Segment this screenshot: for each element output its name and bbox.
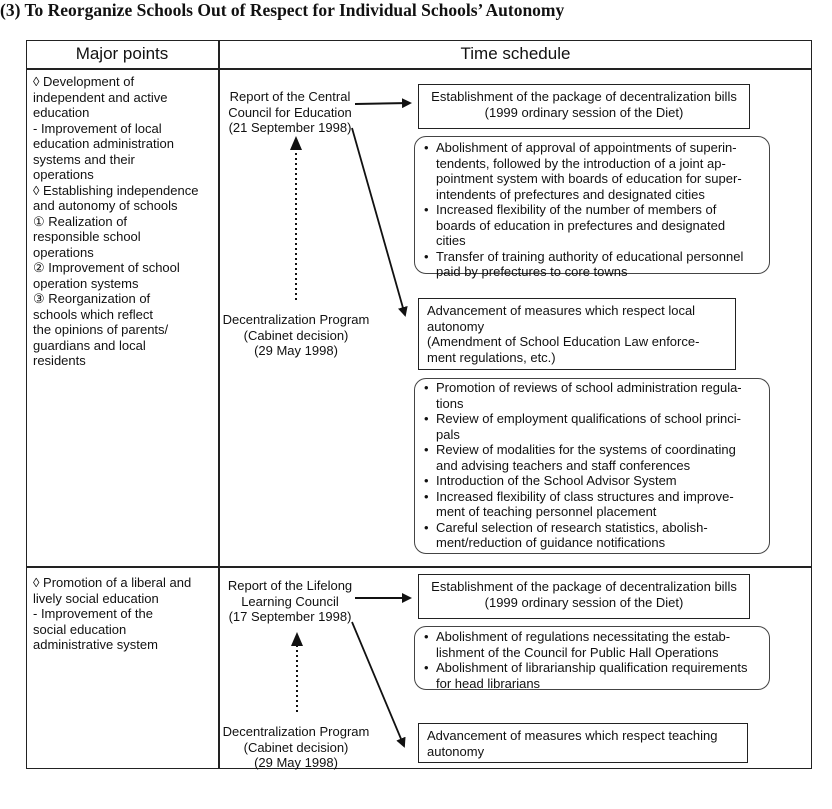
list-item-line: • Abolishment of regulations necessitating the estab- bbox=[436, 629, 731, 644]
major-point-line: systems and their bbox=[33, 151, 135, 167]
list-item-line: boards of education in prefectures and designated bbox=[436, 217, 726, 233]
list-item-line: • Review of employment qualifications of school princi- bbox=[436, 411, 741, 426]
list-item-line: • Careful selection of research statistics, abolish- bbox=[436, 519, 708, 535]
box-line: ment regulations, etc.) bbox=[427, 349, 556, 365]
major-point-line: guardians and local bbox=[33, 337, 146, 353]
page-title: (3) To Reorganize Schools Out of Respect for Individual Schools’ Autonomy bbox=[0, 0, 565, 20]
report-line: Council for Education bbox=[228, 104, 352, 120]
header-major-points: Major points bbox=[75, 44, 169, 63]
major-point-line: ◊ Development of bbox=[33, 74, 135, 89]
major-point-line: the opinions of parents/ bbox=[33, 322, 169, 337]
list-item-line: ment/reduction of guidance notifications bbox=[436, 535, 666, 550]
header-time-schedule: Time schedule bbox=[460, 44, 571, 63]
list-item-line: • Increased flexibility of class structures and improve- bbox=[436, 488, 734, 504]
box-line: (Amendment of School Education Law enforce- bbox=[427, 334, 700, 349]
list-item-line: for head librarians bbox=[436, 675, 541, 691]
major-point-line: ③ Reorganization of bbox=[33, 291, 151, 306]
major-point-line: - Improvement of the bbox=[33, 606, 153, 621]
major-point-line: ① Realization of bbox=[33, 213, 128, 229]
box-line: Establishment of the package of decentralization bills bbox=[431, 89, 737, 104]
major-point-line: and autonomy of schools bbox=[33, 198, 178, 213]
box-line: autonomy bbox=[427, 743, 485, 759]
major-point-line: ◊ Promotion of a liberal and bbox=[33, 575, 192, 590]
box-line: autonomy bbox=[427, 318, 485, 334]
report-line: Learning Council bbox=[241, 593, 339, 609]
program-line: Decentralization Program bbox=[222, 312, 370, 327]
box-line: Advancement of measures which respect teaching bbox=[427, 728, 718, 743]
list-item-line: and advising teachers and staff conferences bbox=[436, 457, 691, 473]
major-point-line: - Improvement of local bbox=[33, 120, 162, 136]
major-point-line: ◊ Establishing independence bbox=[33, 182, 199, 198]
box-line: (1999 ordinary session of the Diet) bbox=[484, 104, 684, 120]
major-point-line: education bbox=[33, 105, 90, 120]
list-item-line: lishment of the Council for Public Hall Operations bbox=[436, 644, 719, 660]
list-item-line: • Promotion of reviews of school administration regula- bbox=[436, 380, 742, 395]
list-item-line: • Abolishment of approval of appointments of superin- bbox=[436, 140, 737, 155]
box-line: Establishment of the package of decentralization bills bbox=[431, 579, 737, 594]
program-line: Decentralization Program bbox=[222, 724, 370, 739]
list-item-line: intendents of prefectures and designated cities bbox=[436, 186, 705, 202]
major-point-line: education administration bbox=[33, 136, 174, 151]
list-item-line: • Review of modalities for the systems of coordinating bbox=[436, 442, 736, 457]
list-item-line: • Increased flexibility of the number of members of bbox=[436, 202, 717, 217]
list-item-line: tendents, followed by the introduction of a joint ap- bbox=[436, 155, 726, 171]
list-item-line: • Introduction of the School Advisor System bbox=[436, 473, 677, 488]
report-line: Report of the Lifelong bbox=[227, 578, 353, 593]
section1-arrow-to-local-autonomy bbox=[352, 128, 405, 315]
program-line: (Cabinet decision) bbox=[243, 739, 349, 755]
list-item-line: pointment system with boards of education for super- bbox=[436, 171, 742, 186]
major-point-line: operations bbox=[33, 167, 94, 182]
list-item-line: ment of teaching personnel placement bbox=[436, 504, 657, 519]
report-line: (21 September 1998) bbox=[228, 120, 352, 135]
section1-dotted-arrowhead bbox=[290, 136, 302, 150]
list-item-line: paid by prefectures to core towns bbox=[436, 264, 628, 279]
major-point-line: lively social education bbox=[33, 590, 159, 606]
major-point-line: operations bbox=[33, 244, 94, 260]
list-item-line: cities bbox=[436, 233, 466, 248]
program-line: (29 May 1998) bbox=[254, 343, 338, 358]
list-item-line: • Transfer of training authority of educational personnel bbox=[436, 248, 744, 264]
section2-dotted-arrowhead bbox=[291, 632, 303, 646]
major-point-line: responsible school bbox=[33, 229, 141, 244]
list-item-line: pals bbox=[436, 426, 460, 442]
report-line: (17 September 1998) bbox=[228, 609, 352, 624]
report-line: Report of the Central bbox=[229, 89, 351, 104]
list-item-line: • Abolishment of librarianship qualification requirements bbox=[436, 660, 748, 675]
major-point-line: ② Improvement of school bbox=[33, 260, 180, 275]
major-point-line: schools which reflect bbox=[33, 306, 153, 322]
section2-arrow-to-teaching-autonomy bbox=[352, 622, 404, 746]
major-point-line: independent and active bbox=[33, 89, 168, 105]
section1-arrow-to-bills bbox=[355, 103, 410, 104]
program-line: (Cabinet decision) bbox=[243, 327, 349, 343]
major-point-line: administrative system bbox=[33, 637, 158, 652]
major-point-line: residents bbox=[33, 353, 86, 368]
box-line: Advancement of measures which respect local bbox=[427, 303, 696, 318]
major-point-line: operation systems bbox=[33, 275, 139, 291]
program-line: (29 May 1998) bbox=[254, 755, 338, 770]
list-item-line: tions bbox=[436, 395, 464, 411]
major-point-line: social education bbox=[33, 621, 127, 637]
box-line: (1999 ordinary session of the Diet) bbox=[484, 594, 684, 610]
